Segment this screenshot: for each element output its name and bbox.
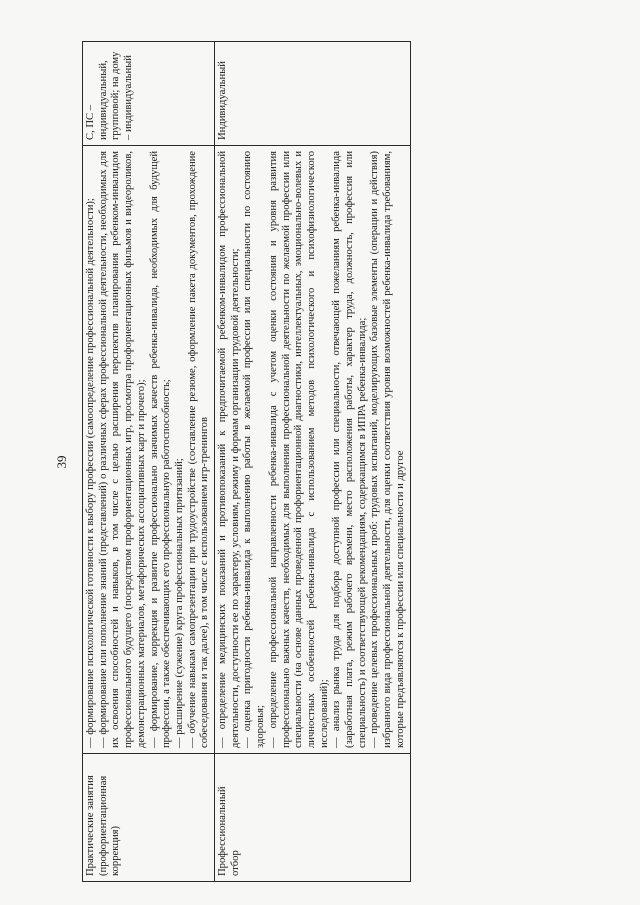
list-item: — обучение навыкам самопрезентации при трудоустройстве (составление резюме, оформление пакета документов, прохождение собеседования и так далее), в том числе с использованием игр-тренингов — [186, 151, 211, 748]
list-item: — определение профессиональной направленности ребенка-инвалида с учетом оценки состояния и уровня развития профессионально важных качеств, необходимых для выполнения профессиональной деятельности по желаемой профессии или специальности (на основе данных проведенной профориентационной диагностики, интеллектуальных, эмоционально-волевых и личностных особенностей ребенка-инвалида с использованием методов психологического и психофизиологического исследований); — [267, 151, 330, 748]
service-name: Профессиональный отбор — [217, 786, 241, 876]
table-row — [215, 42, 411, 882]
list-item: — анализ рынка труда для подбора доступной профессии или специальности, отвечающей пожеланиям ребенка-инвалида (заработная плата, режим рабочего времени, место расположения работы, характер труда, должность, профессия или специальность) и соответствующей рекомендациям, содержащимся в ИПРА ребенка-инвалида; — [331, 151, 368, 748]
list-item: — формирование или пополнение знаний (представлений) о различных сферах профессиональной деятельности, необходимых для их освоения способностей и навыков, в том числе с целью расширения перспектив планирования ребенком-инвалидом профессионального будущего (посредством профориентационных игр, просмотра профориентационных фильмов и видеороликов, демонстрационных материалов, метафорических ассоциативных карт и прочего); — [97, 151, 147, 748]
service-content-cell — [83, 146, 215, 754]
service-name: Практические занятия (профориентационная коррекция) — [85, 775, 122, 876]
list-item: — расширение (сужение) круга профессиональных притязаний; — [173, 458, 185, 748]
table-row — [83, 42, 215, 882]
list-item: — оценка пригодности ребенка-инвалида к выполнению работы в желаемой профессии или специальности по состоянию здоровья; — [242, 151, 267, 748]
service-name-cell — [83, 754, 215, 882]
list-item: — формирование, коррекция и развитие профессионально значимых качеств ребенка-инвалида, необходимых для будущей профессии, а также обеспечивающих его профессиональную работоспособность; — [148, 151, 173, 748]
list-item: — определение медицинских показаний и противопоказаний к предпочитаемой ребенком-инвалидом профессиональной деятельности, доступности ее по характеру, условиям, режиму и формам организации трудовой деятельности; — [217, 151, 241, 748]
page-number: 39 — [54, 455, 69, 469]
service-content-cell — [215, 146, 411, 754]
service-name-cell — [215, 754, 411, 882]
rotated-page — [52, 42, 612, 882]
service-form-cell — [83, 42, 215, 146]
service-form-cell — [215, 42, 411, 146]
list-item: — проведение целевых профессиональных проб: трудовых испытаний, моделирующих базовые элементы (операции и действия) избранного вида профессиональной деятельности, для оценки соответствия уровня возможностей ребенка-инвалида требованиям, которые предъявляются к профессии или специальности и другое — [369, 151, 406, 748]
list-item: — формирование психологической готовности к выбору профессии (самоопределение профессиональной деятельности); — [85, 198, 96, 748]
service-form: Индивидуальный — [217, 61, 229, 140]
service-form: С, ПС – индивидуальный, групповой; на дому – индивидуальный — [85, 51, 135, 140]
services-table — [82, 41, 411, 882]
